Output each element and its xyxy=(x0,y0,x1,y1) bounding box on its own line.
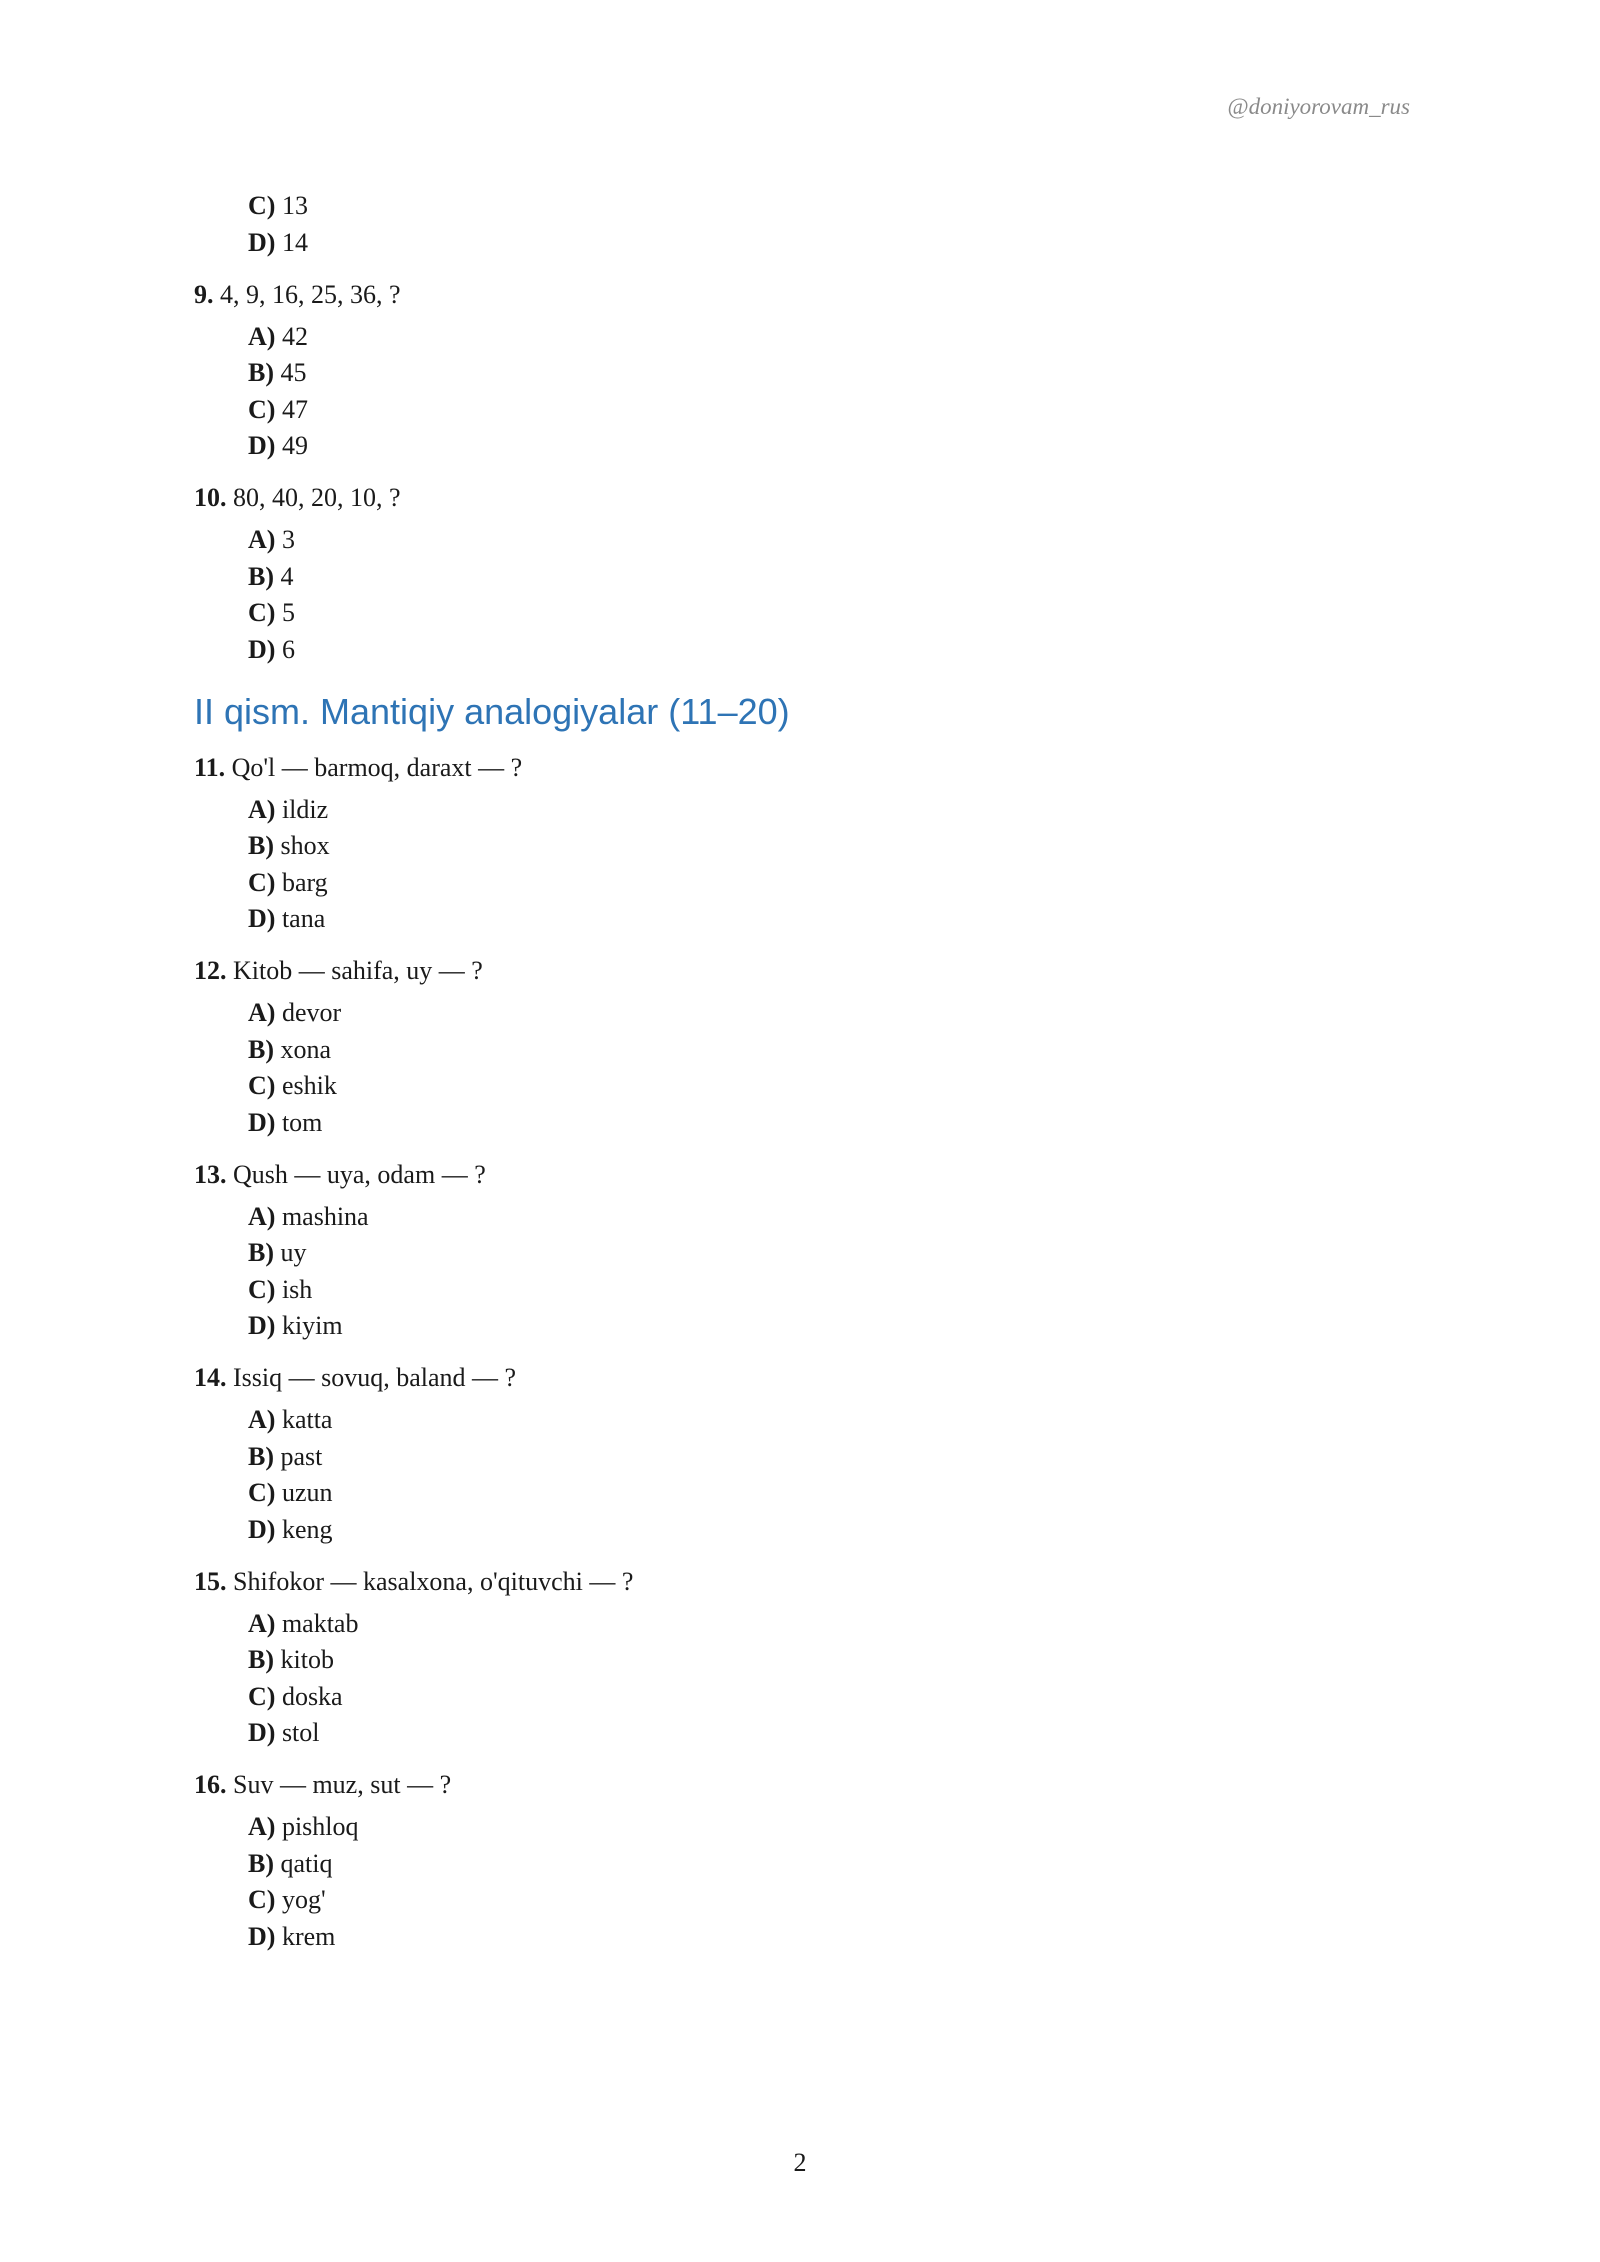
option-letter: D) xyxy=(248,904,276,933)
answer-options xyxy=(194,1608,1394,1750)
option-text: uy xyxy=(280,1238,307,1267)
question-prompt xyxy=(194,752,1394,784)
option-item xyxy=(248,1237,1394,1269)
question-text: Qush — uya, odam — ? xyxy=(233,1159,486,1189)
answer-options xyxy=(194,524,1394,666)
option-letter: A) xyxy=(248,1812,276,1841)
option-letter: D) xyxy=(248,1921,276,1951)
option-item xyxy=(248,1644,1394,1676)
answer-options xyxy=(194,1404,1394,1546)
option-text: 3 xyxy=(281,525,295,554)
option-item xyxy=(248,903,1394,935)
option-letter: A) xyxy=(248,525,276,554)
question-13 xyxy=(194,1159,1394,1343)
question-number: 9. xyxy=(194,279,214,309)
question-text: Issiq — sovuq, baland — ? xyxy=(233,1363,517,1392)
option-letter: C) xyxy=(248,1071,276,1100)
option-item xyxy=(248,1884,1394,1916)
option-text: katta xyxy=(281,1405,333,1434)
option-item xyxy=(248,321,1394,353)
option-item xyxy=(248,1717,1394,1749)
watermark-handle: @doniyorovam_rus xyxy=(1227,94,1410,119)
option-item xyxy=(248,1811,1394,1843)
option-text: ish xyxy=(281,1274,313,1304)
option-item xyxy=(248,1514,1394,1546)
answer-options xyxy=(194,794,1394,936)
option-item xyxy=(248,1070,1394,1102)
option-text: 45 xyxy=(280,358,307,387)
option-item xyxy=(248,1921,1394,1953)
question-15 xyxy=(194,1566,1394,1750)
option-letter: B) xyxy=(248,1848,274,1878)
question-number: 15. xyxy=(194,1566,227,1596)
option-item xyxy=(248,1441,1394,1473)
answer-options xyxy=(194,997,1394,1139)
question-prompt xyxy=(194,279,1394,311)
option-letter: B) xyxy=(248,831,274,860)
option-text: 49 xyxy=(281,431,308,460)
option-letter: A) xyxy=(248,998,276,1027)
carryover-options xyxy=(194,190,1394,259)
option-letter: C) xyxy=(248,1478,276,1507)
option-letter: C) xyxy=(248,598,276,627)
option-text: keng xyxy=(281,1514,333,1544)
option-text: mashina xyxy=(281,1201,369,1231)
option-item xyxy=(248,227,1394,259)
option-letter: B) xyxy=(248,358,274,387)
question-text: 80, 40, 20, 10, ? xyxy=(233,483,401,512)
question-text: Shifokor — kasalxona, o'qituvchi — ? xyxy=(233,1566,634,1596)
option-text: pishloq xyxy=(281,1812,359,1841)
option-text: shox xyxy=(280,831,330,860)
option-text: tana xyxy=(281,904,326,933)
option-letter: D) xyxy=(248,1718,276,1747)
option-text: tom xyxy=(281,1107,323,1137)
question-11 xyxy=(194,752,1394,936)
option-item xyxy=(248,1274,1394,1306)
option-text: ildiz xyxy=(281,794,329,824)
option-text: 4 xyxy=(280,561,294,591)
option-letter: D) xyxy=(248,431,276,460)
section-heading: II qism. Mantiqiy analogiyalar (11–20) xyxy=(194,690,790,732)
option-text: doska xyxy=(281,1681,343,1711)
option-letter: D) xyxy=(248,634,276,664)
option-text: 47 xyxy=(281,394,308,424)
option-text: eshik xyxy=(281,1071,337,1100)
option-letter: A) xyxy=(248,794,276,824)
option-text: uzun xyxy=(281,1478,333,1507)
option-text: devor xyxy=(281,998,342,1027)
option-text: yog' xyxy=(281,1885,326,1914)
option-text: krem xyxy=(281,1921,336,1951)
option-text: barg xyxy=(281,867,328,897)
option-text: past xyxy=(280,1441,323,1471)
question-text: Qo'l — barmoq, daraxt — ? xyxy=(231,752,523,782)
option-letter: B) xyxy=(248,1238,274,1267)
question-text: Suv — muz, sut — ? xyxy=(233,1770,452,1799)
option-letter: D) xyxy=(248,1107,276,1137)
option-item xyxy=(248,430,1394,462)
question-16 xyxy=(194,1769,1394,1953)
option-letter: C) xyxy=(248,1681,276,1711)
option-letter: A) xyxy=(248,321,276,351)
option-text: 5 xyxy=(281,598,295,627)
option-item xyxy=(248,1107,1394,1139)
option-item xyxy=(248,190,1394,222)
option-letter: A) xyxy=(248,1608,276,1638)
question-prompt xyxy=(194,1362,1394,1394)
option-letter: C) xyxy=(248,191,276,220)
option-item xyxy=(248,1201,1394,1233)
option-item xyxy=(248,597,1394,629)
option-item xyxy=(248,1681,1394,1713)
option-letter: C) xyxy=(248,1885,276,1914)
option-item xyxy=(248,997,1394,1029)
question-10 xyxy=(194,482,1394,666)
option-letter: B) xyxy=(248,1441,274,1471)
option-item xyxy=(248,1404,1394,1436)
document-body xyxy=(194,190,1394,1973)
option-text: xona xyxy=(280,1034,332,1064)
option-item xyxy=(248,634,1394,666)
option-item xyxy=(248,794,1394,826)
option-item xyxy=(248,1310,1394,1342)
question-prompt xyxy=(194,1159,1394,1191)
question-text: Kitob — sahifa, uy — ? xyxy=(233,956,483,985)
option-item xyxy=(248,1034,1394,1066)
option-text: qatiq xyxy=(280,1848,333,1878)
option-text: stol xyxy=(281,1718,320,1747)
question-number: 16. xyxy=(194,1770,227,1799)
answer-options xyxy=(194,1201,1394,1343)
option-text: kiyim xyxy=(281,1311,343,1340)
option-letter: C) xyxy=(248,1274,276,1304)
answer-options xyxy=(194,1811,1394,1953)
question-9 xyxy=(194,279,1394,463)
option-letter: B) xyxy=(248,1034,274,1064)
question-number: 13. xyxy=(194,1159,227,1189)
question-14 xyxy=(194,1362,1394,1546)
option-letter: B) xyxy=(248,1645,274,1674)
answer-options xyxy=(194,321,1394,463)
option-text: 13 xyxy=(281,191,308,220)
option-item xyxy=(248,830,1394,862)
option-text: 42 xyxy=(281,321,308,351)
option-item xyxy=(248,524,1394,556)
page-number: 2 xyxy=(793,2148,807,2177)
option-text: 6 xyxy=(281,634,295,664)
option-letter: A) xyxy=(248,1201,276,1231)
question-text: 4, 9, 16, 25, 36, ? xyxy=(220,279,401,309)
option-letter: A) xyxy=(248,1405,276,1434)
question-prompt xyxy=(194,955,1394,987)
question-prompt xyxy=(194,1769,1394,1801)
option-text: maktab xyxy=(281,1608,359,1638)
question-prompt xyxy=(194,482,1394,514)
option-letter: C) xyxy=(248,394,276,424)
question-number: 12. xyxy=(194,956,227,985)
option-letter: D) xyxy=(248,1514,276,1544)
option-item xyxy=(248,1477,1394,1509)
option-letter: D) xyxy=(248,227,276,257)
option-letter: C) xyxy=(248,867,276,897)
option-letter: D) xyxy=(248,1311,276,1340)
option-item xyxy=(248,394,1394,426)
option-item xyxy=(248,1848,1394,1880)
option-item xyxy=(248,867,1394,899)
question-number: 10. xyxy=(194,483,227,512)
question-prompt xyxy=(194,1566,1394,1598)
question-number: 11. xyxy=(194,752,226,782)
option-item xyxy=(248,357,1394,389)
option-letter: B) xyxy=(248,561,274,591)
option-item xyxy=(248,561,1394,593)
option-item xyxy=(248,1608,1394,1640)
question-number: 14. xyxy=(194,1363,227,1392)
option-text: 14 xyxy=(281,227,308,257)
option-text: kitob xyxy=(280,1645,334,1674)
question-12 xyxy=(194,955,1394,1139)
